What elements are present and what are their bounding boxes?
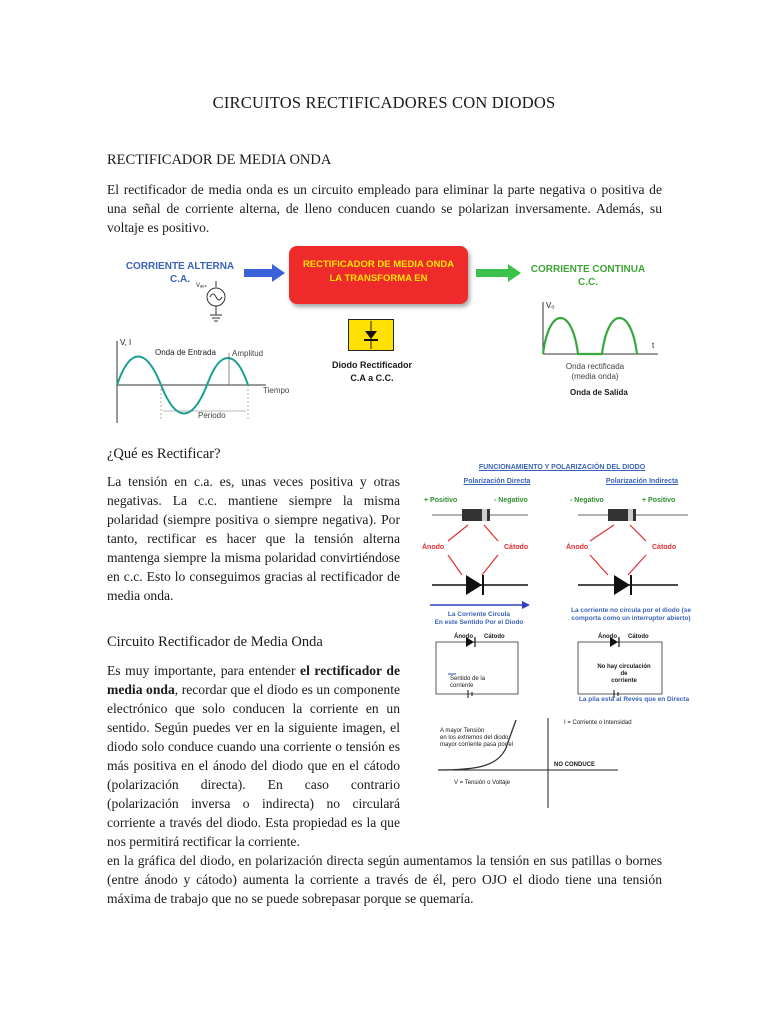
graph-note-line3: mayor corriente pasa por el (440, 742, 514, 748)
rectifier-box-line1: RECTIFICADOR DE MEDIA ONDA (302, 259, 455, 270)
circ-cathode-right: Cátodo (628, 634, 649, 640)
graph-note-line2: en los extremos del diodo (440, 735, 509, 741)
output-caption-line2: (media onda) (571, 372, 619, 381)
indirect-caption (558, 607, 704, 623)
arrow-right-icon (476, 263, 522, 283)
output-caption (554, 362, 636, 382)
battery-reversed-caption: La pila está al Revés que en Directa (578, 696, 690, 703)
direct-anode: Ánodo (422, 544, 445, 551)
figure-diode-polarization (418, 458, 706, 818)
graph-note-line1: A mayor Tensión (440, 728, 485, 734)
direct-neg: - Negativo (494, 497, 528, 504)
indirect-caption-line1: La corriente no circula por el diodo (se (571, 607, 691, 614)
circ-anode-left: Ánodo (454, 634, 473, 640)
direct-title: Polarización Directa (463, 478, 531, 485)
circ-sense-line2: corriente (450, 683, 474, 689)
direct-caption (422, 611, 536, 627)
period-label: Periodo (198, 411, 226, 420)
indirect-caption-line2: comporta como un interruptor abierto) (571, 615, 691, 622)
output-axis-y: Vₒ (546, 301, 555, 310)
ac-label-line1: CORRIENTE ALTERNA (125, 261, 235, 272)
fig2-title: FUNCIONAMIENTO Y POLARIZACIÓN DEL DIODO (478, 464, 646, 471)
time-label: Tiempo (263, 386, 290, 395)
circ-cathode-left: Cátodo (484, 634, 505, 640)
dc-label-line1: CORRIENTE CONTINUA (530, 264, 646, 275)
section-paragraph-circuito (107, 661, 400, 851)
source-label: Vₐₑₛ (196, 283, 207, 289)
amplitude-label: Amplitud (232, 349, 264, 358)
graph-v-label: V = Tensión o Voltaje (454, 780, 511, 786)
diode-diagrams (418, 503, 706, 603)
circ-nocirc (594, 664, 654, 685)
indirect-pos: + Positivo (642, 497, 676, 504)
paragraph-bold: el rectificador de media onda (107, 663, 400, 697)
output-title: Onda de Salida (570, 388, 628, 397)
circ-nocirc-line1: No hay circulación de (597, 664, 651, 677)
section-paragraph-grafica: en la gráfica del diodo, en polarización directa según aumentamos la tensión en sus patillas o bornes (entre ánodo y cátodo) aumenta la corriente a través de él, pero OJO el diodo tiene una tensión máxima de trabajo que no se puede sobrepasar porque se quemaría. (107, 853, 662, 906)
circ-anode-right: Ánodo (598, 634, 617, 640)
section-heading-que-es: ¿Qué es Rectificar? (107, 446, 221, 462)
section-paragraph-intro: El rectificador de media onda es un circuito empleado para eliminar la parte negativa o positiva de una señal de corriente alterna, de lleno conducen cuando se polarizan inversamente. Además, su voltaje es positivo. (107, 182, 662, 235)
input-title: Onda de Entrada (155, 348, 216, 357)
section-paragraph-rectificar: La tensión en c.a. es, unas veces positiva y otras negativas. La c.c. mantiene siempre la misma polaridad (siempre positiva o siempre negativa). Por tanto, rectificar es hacer que la tensión alterna mantenga siempre la misma polaridad convirtiéndose en c.c. Esto lo conseguimos gracias al rectificador de media onda. (107, 474, 400, 603)
direct-caption-line1: La Corriente Circula (447, 611, 511, 618)
figure-half-wave-rectifier (100, 243, 665, 433)
paragraph-text: Es muy importante, para entender (107, 663, 301, 678)
diode-icon (348, 319, 394, 351)
dc-label (528, 263, 648, 289)
diode-caption-line1: Diodo Rectificador (331, 360, 412, 370)
section-heading-circuito: Circuito Rectificador de Media Onda (107, 634, 323, 650)
page-title: CIRCUITOS RECTIFICADORES CON DIODOS (212, 93, 556, 112)
paragraph-text: , recordar que el diodo es un componente electrónico que solo conducen la corriente en un sentido. Según puedes ver en la siguiente imagen, el diodo solo conduce cuando una corriente o tensión es más positiva en el ánodo del diodo que en el cátodo (polarización directa). En caso contrario (polarización inversa o indirecta) no circulará corriente a través del diodo. Esta propiedad es la que nos permitirá rectificar la corriente. (107, 682, 401, 849)
direct-pos: + Positivo (424, 497, 458, 504)
direct-cathode: Cátodo (504, 544, 529, 551)
graph-nc-label: NO CONDUCE (554, 762, 596, 768)
indirect-neg: - Negativo (570, 497, 604, 504)
output-caption-line1: Onda rectificada (565, 362, 625, 371)
diode-circuits (418, 634, 706, 700)
indirect-cathode: Cátodo (652, 544, 677, 551)
rectifier-box-line2: LA TRANSFORMA EN (329, 273, 428, 284)
arrow-right-icon (244, 263, 286, 283)
rectifier-box (289, 246, 468, 304)
indirect-title: Polarización Indirecta (605, 478, 679, 485)
graph-note (440, 728, 513, 749)
diode-caption-line2: C.A a C.C. (350, 373, 394, 383)
section-heading-media-onda: RECTIFICADOR DE MEDIA ONDA (107, 152, 332, 168)
ac-label-line2: C.A. (170, 274, 190, 285)
output-axis-t: t (652, 341, 655, 350)
diode-caption (312, 359, 432, 385)
circ-sense (450, 676, 485, 690)
indirect-anode: Ánodo (566, 544, 589, 551)
dc-label-line2: C.C. (578, 277, 598, 288)
input-axis-y: V, I (120, 338, 132, 347)
circ-sense-line1: Sentido de la (450, 676, 486, 682)
direct-caption-line2: En este Sentido Por el Diodo (434, 619, 524, 626)
circ-nocirc-line2: corriente (611, 678, 637, 684)
current-arrow-icon (430, 601, 530, 609)
graph-i-label: I = Corriente o Intensidad (564, 720, 632, 726)
